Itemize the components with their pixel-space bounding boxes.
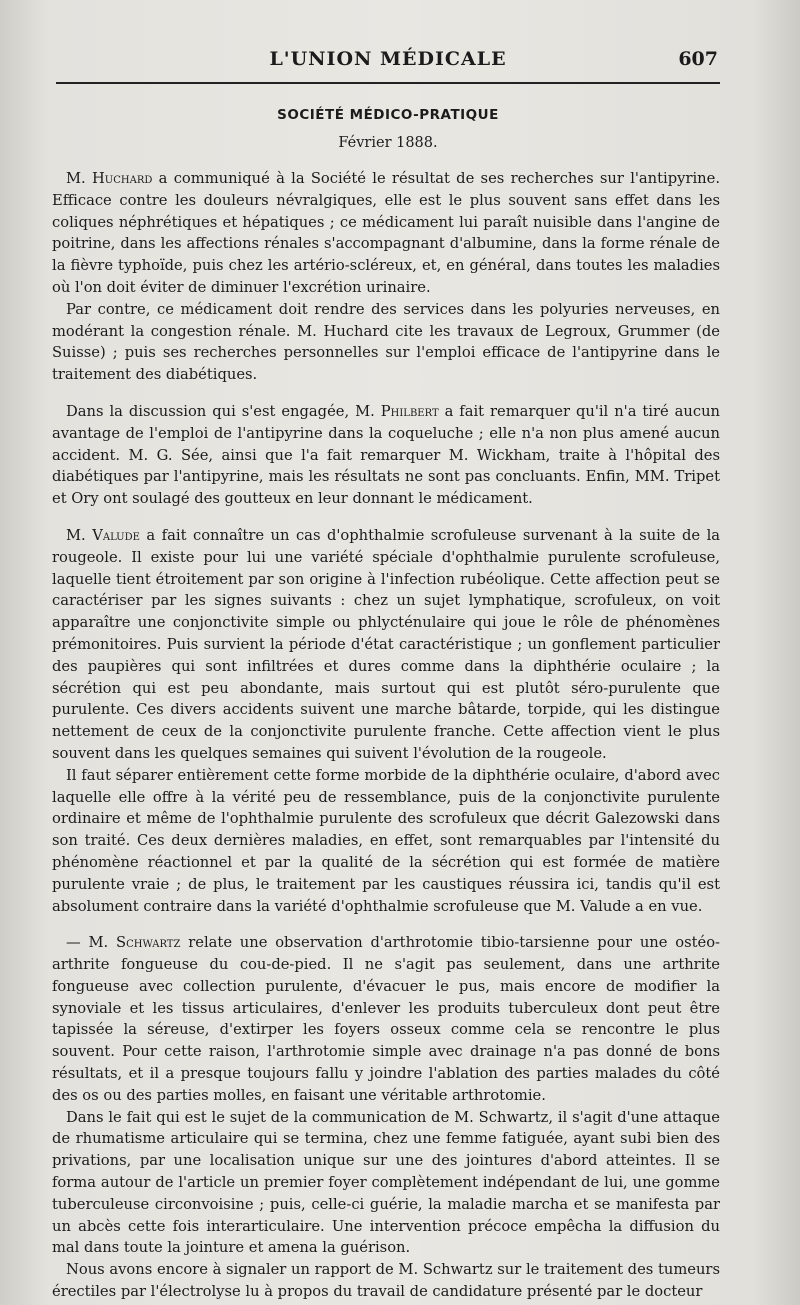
speaker-name: Schwartz <box>116 934 181 952</box>
paragraph-text: Il faut séparer entièrement cette forme morbide de la diphthérie oculaire, d'abord avec laquelle elle offre à la vérité peu de ressemblance, puis de la conjonctivite purulente ordinaire et même de l'ophthalmie purulente des scrofuleux que décrit Galezowski dans son traité. Ces deux dernières maladies, en effet, sont remarquables par l'intensité du phénomène réactionnel et par la qualité de la sécrétion qui est formée de matière purulente vraie ; de plus, le traitement par les caustiques réussira ici, tandis qu'il est absolument contraire dans la variété d'ophthalmie scrofuleuse que M. Valude a en vue. <box>52 766 720 915</box>
paragraph-philbert <box>52 401 720 510</box>
paragraph-schwartz-report <box>52 1259 720 1303</box>
running-header <box>56 48 720 84</box>
speaker-name: Philbert <box>380 402 439 420</box>
paragraph-lead: Dans la discussion qui s'est engagée, M. <box>66 402 375 420</box>
paragraph-lead: M. <box>66 170 86 187</box>
speaker-name: Huchard <box>92 170 153 187</box>
paragraph-text: a communiqué à la Société le résultat de ses recherches sur l'antipyrine. Efficace contre les douleurs névralgiques, elle est le plus souvent sans effet dans les coliques néphrétiques et hépatiques ; ce médicament lui paraît nuisible dans l'angine de poitrine, dans les affections rénales s'accompagnant d'albumine, dans la forme rénale de la fièvre typhoïde, puis chez les artério-scléreux, et, en général, dans toutes les maladies où l'on doit éviter de diminuer l'excrétion urinaire. <box>52 170 720 296</box>
paragraph-text: Nous avons encore à signaler un rapport de M. Schwartz sur le traitement des tumeurs érectiles par l'électrolyse lu à propos du travail de candidature présenté par le docteur <box>52 1261 720 1301</box>
paragraph-schwartz <box>52 932 720 1106</box>
paragraph-huchard-cont <box>52 299 720 386</box>
paragraph-lead: — M. <box>66 934 109 952</box>
paragraph-text: a fait connaître un cas d'ophthalmie scrofuleuse survenant à la suite de la rougeole. Il existe pour lui une variété spéciale d'ophthalmie purulente scrofuleuse, laquelle tient étroitement par son origine à l'infection rubéolique. Cette affection peut se caractériser par les signes suivants : chez un sujet lymphatique, scrofuleux, on voit apparaître une conjonctivite simple ou phlycténulaire qui joue le rôle de phénomènes prémonitoires. Puis survient la période d'état caractéristique ; un gonflement particulier des paupières qui sont infiltrées et dures comme dans la diphthérie oculaire ; la sécrétion qui est peu abondante, mais surtout qui est plutôt séro-purulente que purulente. Ces divers accidents suivent une marche bâtarde, torpide, qui les distingue nettement de ceux de la conjonctivite purulente franche. Cette affection vient le plus souvent dans les quelques semaines qui suivent l'évolution de la rougeole. <box>52 526 721 762</box>
speaker-name: Valude <box>92 526 140 544</box>
paragraph-text: relate une observation d'arthrotomie tibio-tarsienne pour une ostéo-arthrite fongueuse du cou-de-pied. Il ne s'agit pas seulement, dans une arthrite fongueuse avec collection purulente, d'évacuer le pus, mais encore de modifier la synoviale et les tissus articulaires, d'enlever les produits tuberculeux dont peut être tapissée la séreuse, d'extirper les foyers osseux comme cela se rencontre le plus souvent. Pour cette raison, l'arthrotomie simple avec drainage n'a pas donné de bons résultats, et il a presque toujours fallu y joindre l'ablation des parties malades du côté des os ou des parties molles, en faisant une véritable arthrotomie. <box>52 934 721 1104</box>
paragraph-huchard <box>52 168 720 299</box>
article-body <box>52 168 720 1303</box>
paragraph-text: Par contre, ce médicament doit rendre des services dans les polyuries nerveuses, en modérant la congestion rénale. M. Huchard cite les travaux de Legroux, Grummer (de Suisse) ; puis ses recherches personnelles sur l'emploi efficace de l'antipyrine dans le traitement des diabétiques. <box>52 300 720 384</box>
paragraph-schwartz-case <box>52 1107 720 1260</box>
paragraph-text: Dans le fait qui est le sujet de la communication de M. Schwartz, il s'agit d'une attaque de rhumatisme articulaire qui se termina, chez une femme fatiguée, ayant subi bien des privations, par une localisation unique sur une des jointures d'abord atteintes. Il se forma autour de l'article un premier foyer complètement indépendant de lui, une gomme tuberculeuse circonvoisine ; puis, celle-ci guérie, la maladie marcha et se manifesta par un abcès cette fois interarticulaire. Une intervention précoce empêcha la diffusion du mal dans toute la jointure et amena la guérison. <box>52 1108 720 1257</box>
section-title: SOCIÉTÉ MÉDICO-PRATIQUE <box>277 107 499 123</box>
paragraph-lead: M. <box>66 526 86 544</box>
running-title: L'UNION MÉDICALE <box>269 48 507 70</box>
page-number: 607 <box>678 48 718 70</box>
paragraph-valude-cont <box>52 765 720 918</box>
paragraph-valude <box>52 525 720 765</box>
section-date: Février 1888. <box>338 135 438 151</box>
paragraph-text: a fait remarquer qu'il n'a tiré aucun avantage de l'emploi de l'antipyrine dans la coqueluche ; elle n'a non plus amené aucun accident. M. G. Sée, ainsi que l'a fait remarquer M. Wickham, traite à l'hôpital des diabétiques par l'antipyrine, mais les résultats ne sont pas concluants. Enfin, MM. Tripet et Ory ont soulagé des goutteux en leur donnant le médicament. <box>52 402 721 508</box>
